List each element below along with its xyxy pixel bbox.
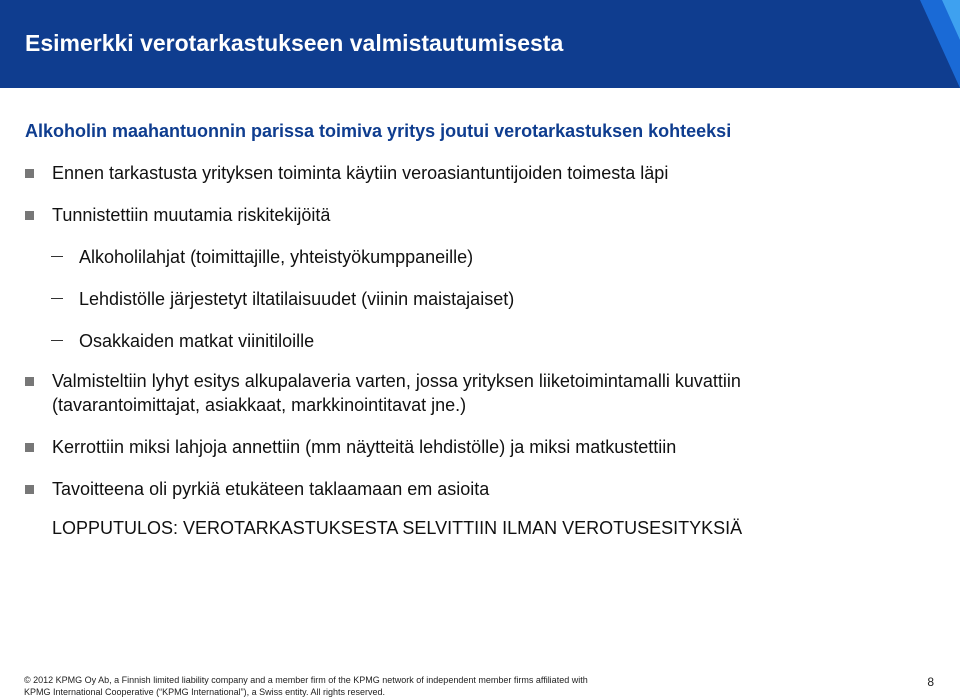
footer-line-1: © 2012 KPMG Oy Ab, a Finnish limited liability company and a member firm of the KPMG network of independent member firms affiliated with <box>24 675 588 685</box>
dash-bullet-icon <box>51 256 63 257</box>
footer-line-2: KPMG International Cooperative (“KPMG International”), a Swiss entity. All rights reserved. <box>24 687 385 697</box>
slide-subtitle: Alkoholin maahantuonnin parissa toimiva yritys joutui verotarkastuksen kohteeksi <box>25 121 732 141</box>
header-accent-shape-light <box>942 0 960 40</box>
slide-title: Esimerkki verotarkastukseen valmistautumisesta <box>25 30 564 56</box>
sub-bullet-text: Alkoholilahjat (toimittajille, yhteistyökumppaneille) <box>79 247 474 267</box>
square-bullet-icon <box>25 443 34 452</box>
bullet-text: Tunnistettiin muutamia riskitekijöitä <box>52 205 331 225</box>
bullet-text: Ennen tarkastusta yrityksen toiminta käytiin veroasiantuntijoiden toimesta läpi <box>52 163 669 183</box>
footer-copyright <box>24 674 588 698</box>
square-bullet-icon <box>25 485 34 494</box>
sub-bullet-text: Osakkaiden matkat viinitiloille <box>79 331 315 351</box>
bullet-text: Valmisteltiin lyhyt esitys alkupalaveria varten, jossa yrityksen liiketoimintamalli kuvattiin <box>52 371 741 391</box>
page-number: 8 <box>927 675 934 689</box>
bullet-text-continuation: (tavarantoimittajat, asiakkaat, markkinointitavat jne.) <box>52 395 467 415</box>
square-bullet-icon <box>25 377 34 386</box>
header-bar <box>0 0 960 88</box>
bullet-text: Tavoitteena oli pyrkiä etukäteen taklaamaan em asioita <box>52 479 490 499</box>
conclusion-text: LOPPUTULOS: VEROTARKASTUKSESTA SELVITTIIN ILMAN VEROTUSESITYKSIÄ <box>52 518 743 538</box>
dash-bullet-icon <box>51 298 63 299</box>
square-bullet-icon <box>25 211 34 220</box>
square-bullet-icon <box>25 169 34 178</box>
sub-bullet-text: Lehdistölle järjestetyt iltatilaisuudet (viinin maistajaiset) <box>79 289 515 309</box>
bullet-text: Kerrottiin miksi lahjoja annettiin (mm näytteitä lehdistölle) ja miksi matkustettiin <box>52 437 677 457</box>
dash-bullet-icon <box>51 340 63 341</box>
